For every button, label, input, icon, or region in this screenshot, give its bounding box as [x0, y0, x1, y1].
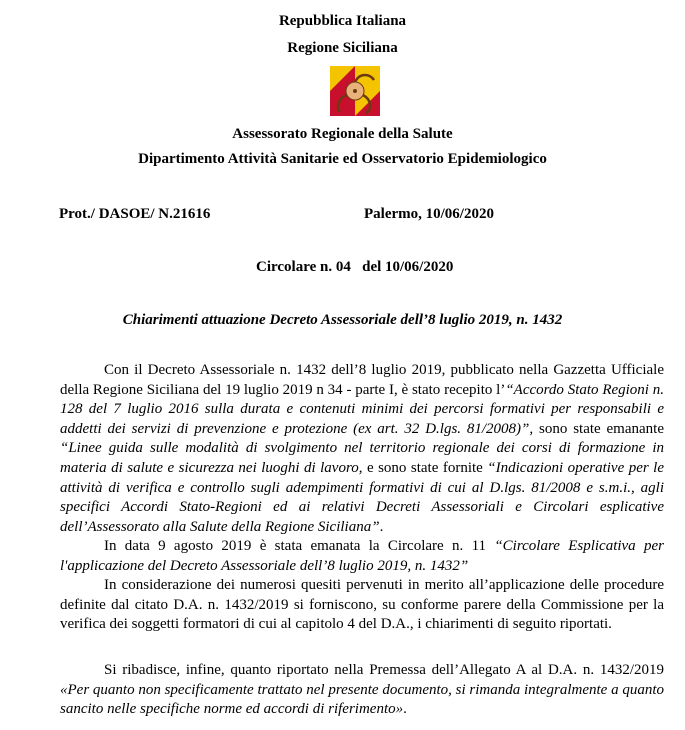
office-name: Assessorato Regionale della Salute	[232, 126, 453, 142]
protocol-number: Prot./ DASOE/ N.21616	[59, 206, 211, 222]
paragraph-4	[60, 661, 664, 720]
p4-quote-premessa: «Per quanto non specificamente trattato nel presente documento, si rimanda integralmente a quanto sancito nelle specifiche norme ed accordi di riferimento»	[60, 681, 664, 718]
p2-quote-circolare: “Circolare Esplicativa per l'applicazione del Decreto Assessoriale dell’8 luglio 2019, n. 1432”	[60, 538, 664, 574]
p4-text-a: Si ribadisce, infine, quanto riportato nella Premessa dell’Allegato A al D.A. n. 1432/2019	[104, 662, 664, 678]
p1-text-a: Con il Decreto Assessoriale n. 1432 dell’8 luglio 2019, pubblicato nella Gazzetta Ufficiale della Regione Siciliana del 19 luglio 2019 n 34 - parte I, è stato recepito l’	[60, 362, 664, 398]
p1-quote-linee-guida: “Linee guida sulle modalità di svolgimento nel territorio regionale dei corsi di formazione in materia di salute e sicurezza nei luoghi di lavoro,	[60, 440, 664, 476]
paragraph-1	[60, 361, 664, 537]
paragraph-2	[60, 537, 664, 576]
p1-text-g: .	[379, 518, 384, 535]
p1-quote-accordo: “Accordo Stato Regioni n. 128 del 7 luglio 2016 sulla durata e contenuti minimi dei percorsi formativi per responsabili e addetti dei servizi di prevenzione e protezione (ex art. 32 D.lgs. 81/2008)”,	[60, 381, 665, 437]
p1-quote-indicazioni: “Indicazioni operative per le attività di verifica e controllo sugli adempimenti formativi di cui al D.lgs. 81/2008 e s.m.i., agli specifici Accordi Stato-Regioni ed ai relativi Decreti Assessoriali e Circolari esplicative dell’Assessorato alla Salute della Regione Siciliana”	[60, 459, 664, 535]
p4-text-c: .	[403, 701, 407, 718]
sicily-emblem-icon	[330, 66, 380, 116]
department-name: Dipartimento Attività Sanitarie ed Osservatorio Epidemiologico	[138, 151, 547, 167]
header-region: Regione Siciliana	[287, 40, 398, 56]
document-subject: Chiarimenti attuazione Decreto Assessoriale dell’8 luglio 2019, n. 1432	[122, 312, 563, 328]
place-date: Palermo, 10/06/2020	[364, 206, 494, 222]
circular-number: Circolare n. 04 del 10/06/2020	[256, 259, 454, 275]
header-republic: Repubblica Italiana	[278, 13, 407, 29]
paragraph-3: In considerazione dei numerosi quesiti pervenuti in merito all’applicazione delle procedure definite dal citato D.A. n. 1432/2019 si forniscono, su conforme parere della Commissione per la verifica dei soggetti formatori di cui al capitolo 4 del D.A., i chiarimenti di seguito riportati.	[60, 577, 664, 633]
p1-text-c: sono state emanante	[533, 420, 664, 437]
p1-text-e: e sono state fornite	[362, 459, 488, 476]
p2-text-a: In data 9 agosto 2019 è stata emanata la Circolare n. 11	[104, 538, 495, 554]
